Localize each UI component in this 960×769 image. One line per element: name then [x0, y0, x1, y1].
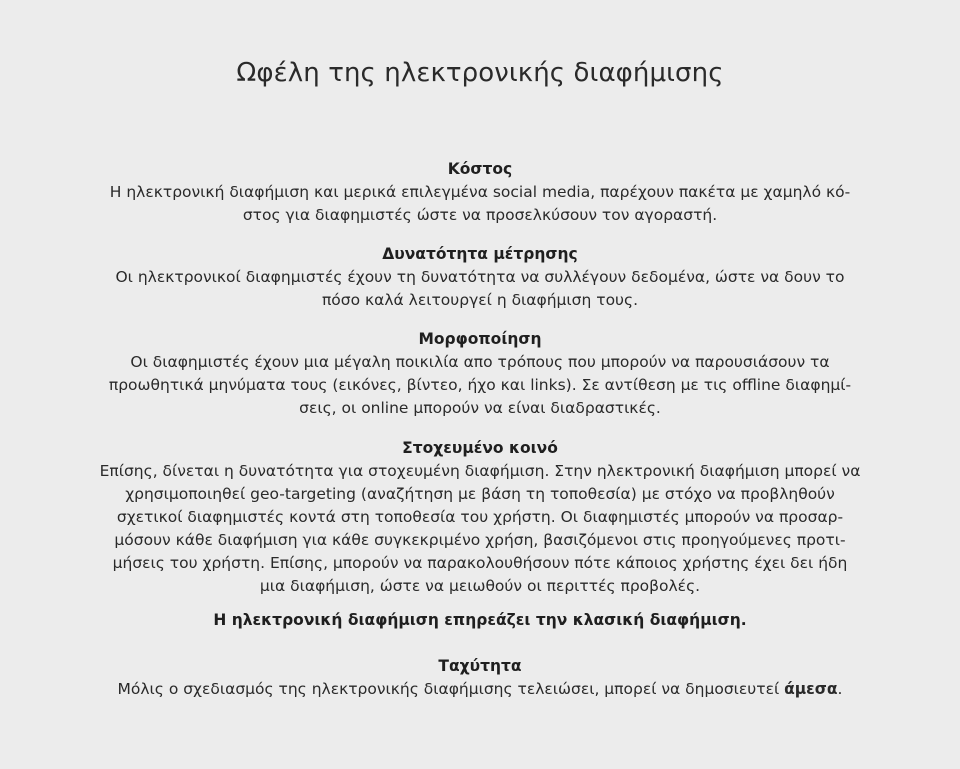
page-title: Ωφέλη της ηλεκτρονικής διαφήμισης: [236, 58, 724, 88]
section-heading-speed: Ταχύτητα: [438, 657, 522, 675]
text-line: σχετικοί διαφημιστές κοντά στη τοποθεσία του χρήστη. Οι διαφημιστές μπορούν να προσαρ-: [116, 508, 844, 526]
section-statement: [60, 609, 900, 632]
section-formatting: [60, 328, 900, 420]
section-cost: [60, 158, 900, 227]
section-speed: [60, 655, 900, 701]
statement-text: Η ηλεκτρονική διαφήμιση επηρεάζει την κλασική διαφήμιση.: [213, 611, 747, 629]
text-line: [60, 678, 900, 701]
text-line: μια διαφήμιση, ώστε να μειωθούν οι περιττές προβολές.: [259, 577, 701, 595]
section-text-cost: [60, 181, 900, 227]
text-line: πόσο καλά λειτουργεί η διαφήμιση τους.: [321, 291, 639, 309]
text-line: Επίσης, δίνεται η δυνατότητα για στοχευμένη διαφήμιση. Στην ηλεκτρονική διαφήμιση μπορεί να: [99, 462, 861, 480]
text-line: Οι ηλεκτρονικοί διαφημιστές έχουν τη δυνατότητα να συλλέγουν δεδομένα, ώστε να δουν το: [115, 268, 845, 286]
speed-emphasis: άμεσα: [784, 680, 838, 698]
section-heading-targeted-audience: Στοχευμένο κοινό: [402, 439, 558, 457]
section-measurability: [60, 243, 900, 312]
section-heading-formatting: Μορφοποίηση: [418, 330, 542, 348]
text-line: σεις, οι online μπορούν να είναι διαδραστικές.: [299, 399, 661, 417]
speed-text-after: .: [837, 680, 843, 698]
text-line: μήσεις του χρήστη. Επίσης, μπορούν να παρακολουθήσουν πότε κάποιος χρήστης έχει δει ήδη: [112, 554, 848, 572]
text-line: Οι διαφημιστές έχουν μια μέγαλη ποικιλία απο τρόπους που μπορούν να παρουσιάσουν τα: [130, 353, 830, 371]
text-line: μόσουν κάθε διαφήμιση για κάθε συγκεκριμένο χρήση, βασιζόμενοι στις προηγούμενες προτι-: [114, 531, 846, 549]
section-heading-measurability: Δυνατότητα μέτρησης: [382, 245, 578, 263]
section-text-speed: [60, 678, 900, 701]
text-line: προωθητικά μηνύματα τους (εικόνες, βίντεο, ήχο και links). Σε αντίθεση με τις offline διαφημί-: [108, 376, 852, 394]
section-text-measurability: [60, 266, 900, 312]
text-line: Η ηλεκτρονική διαφήμιση και μερικά επιλεγμένα social media, παρέχουν πακέτα με χαμηλό κό-: [109, 183, 851, 201]
speed-text-before: Μόλις ο σχεδιασμός της ηλεκτρονικής διαφήμισης τελειώσει, μπορεί να δημοσιευτεί: [117, 680, 785, 698]
section-text-targeted-audience: [60, 460, 900, 598]
text-line: χρησιμοποιηθεί geo-targeting (αναζήτηση με βάση τη τοποθεσία) με στόχο να προβληθούν: [125, 485, 835, 503]
section-text-formatting: [60, 351, 900, 420]
section-targeted-audience: [60, 437, 900, 598]
section-heading-cost: Κόστος: [447, 160, 513, 178]
text-line: στος για διαφημιστές ώστε να προσελκύσουν τον αγοραστή.: [242, 206, 718, 224]
